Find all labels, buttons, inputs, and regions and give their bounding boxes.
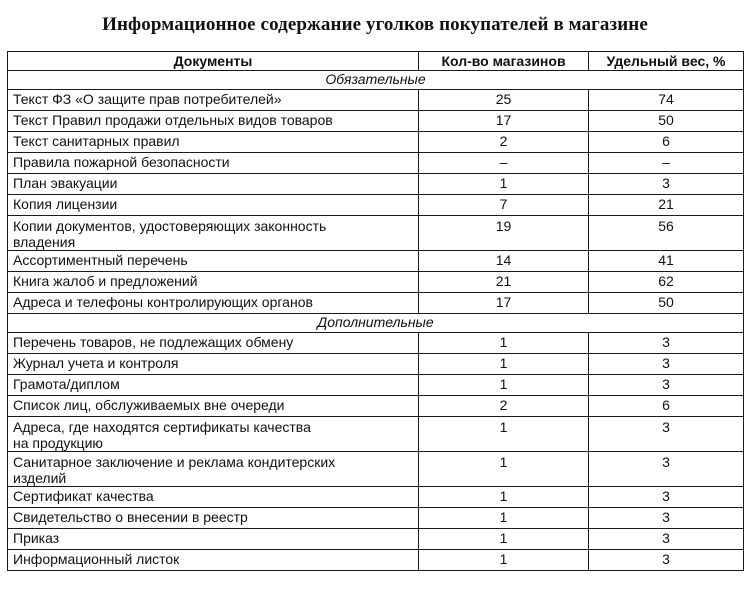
share-percent-cell: 3 <box>589 375 744 396</box>
share-percent-cell: 3 <box>589 550 744 571</box>
table-row <box>8 195 744 216</box>
store-count-cell: 1 <box>419 452 589 487</box>
store-count-cell: 17 <box>419 111 589 132</box>
column-header-store-count: Кол-во магазинов <box>419 52 589 71</box>
table-row <box>8 396 744 417</box>
share-percent-cell: 3 <box>589 417 744 452</box>
share-percent-cell: 50 <box>589 293 744 314</box>
store-count-cell: 14 <box>419 251 589 272</box>
share-percent-cell: 56 <box>589 216 744 251</box>
store-count-cell: 2 <box>419 132 589 153</box>
share-percent-cell: 74 <box>589 90 744 111</box>
document-name-cell: Правила пожарной безопасности <box>8 153 419 174</box>
table-row <box>8 508 744 529</box>
document-name-cell: Свидетельство о внесении в реестр <box>8 508 419 529</box>
table-row <box>8 417 744 452</box>
table-body <box>8 71 744 571</box>
share-percent-cell: 3 <box>589 529 744 550</box>
store-count-cell: 7 <box>419 195 589 216</box>
column-header-documents: Документы <box>8 52 419 71</box>
store-count-cell: 25 <box>419 90 589 111</box>
document-name-cell: Журнал учета и контроля <box>8 354 419 375</box>
document-name-cell: План эвакуации <box>8 174 419 195</box>
document-name-cell: Список лиц, обслуживаемых вне очереди <box>8 396 419 417</box>
store-count-cell: 1 <box>419 529 589 550</box>
table-row <box>8 333 744 354</box>
table-row <box>8 375 744 396</box>
document-name-cell: Адреса и телефоны контролирующих органов <box>8 293 419 314</box>
table-header <box>8 52 744 71</box>
share-percent-cell: 21 <box>589 195 744 216</box>
documents-table <box>7 51 744 571</box>
document-name-cell: Адреса, где находятся сертификаты качества на продукцию <box>8 417 419 452</box>
page-title: Информационное содержание уголков покупателей в магазине <box>102 14 648 35</box>
table-header-row <box>8 52 744 71</box>
share-percent-cell: 3 <box>589 174 744 195</box>
document-name-cell: Ассортиментный перечень <box>8 251 419 272</box>
table-row <box>8 111 744 132</box>
document-name-cell: Текст Правил продажи отдельных видов товаров <box>8 111 419 132</box>
share-percent-cell: 3 <box>589 508 744 529</box>
document-name-cell: Текст санитарных правил <box>8 132 419 153</box>
store-count-cell: 1 <box>419 375 589 396</box>
section-row <box>8 71 744 90</box>
table-row <box>8 487 744 508</box>
column-header-share-percent: Удельный вес, % <box>589 52 744 71</box>
table-row <box>8 529 744 550</box>
table-row <box>8 550 744 571</box>
document-name-cell: Перечень товаров, не подлежащих обмену <box>8 333 419 354</box>
store-count-cell: 17 <box>419 293 589 314</box>
store-count-cell: 1 <box>419 550 589 571</box>
store-count-cell: 2 <box>419 396 589 417</box>
store-count-cell: 1 <box>419 333 589 354</box>
share-percent-cell: 3 <box>589 452 744 487</box>
document-name-cell: Текст ФЗ «О защите прав потребителей» <box>8 90 419 111</box>
table-row <box>8 132 744 153</box>
store-count-cell: – <box>419 153 589 174</box>
document-name-cell: Приказ <box>8 529 419 550</box>
store-count-cell: 1 <box>419 508 589 529</box>
table-row <box>8 354 744 375</box>
share-percent-cell: 41 <box>589 251 744 272</box>
share-percent-cell: 3 <box>589 354 744 375</box>
store-count-cell: 19 <box>419 216 589 251</box>
section-label: Обязательные <box>8 71 744 90</box>
section-row <box>8 314 744 333</box>
share-percent-cell: 6 <box>589 132 744 153</box>
table-row <box>8 174 744 195</box>
document-name-cell: Сертификат качества <box>8 487 419 508</box>
document-name-cell: Копии документов, удостоверяющих законность владения <box>8 216 419 251</box>
table-row <box>8 293 744 314</box>
store-count-cell: 21 <box>419 272 589 293</box>
share-percent-cell: 3 <box>589 487 744 508</box>
section-label: Дополнительные <box>8 314 744 333</box>
document-name-cell: Копия лицензии <box>8 195 419 216</box>
document-name-cell: Грамота/диплом <box>8 375 419 396</box>
document-name-cell: Информационный листок <box>8 550 419 571</box>
table-row <box>8 251 744 272</box>
share-percent-cell: – <box>589 153 744 174</box>
store-count-cell: 1 <box>419 354 589 375</box>
table-row <box>8 90 744 111</box>
share-percent-cell: 6 <box>589 396 744 417</box>
table-row <box>8 452 744 487</box>
share-percent-cell: 62 <box>589 272 744 293</box>
share-percent-cell: 3 <box>589 333 744 354</box>
document-name-cell: Санитарное заключение и реклама кондитерских изделий <box>8 452 419 487</box>
store-count-cell: 1 <box>419 487 589 508</box>
table-row <box>8 153 744 174</box>
store-count-cell: 1 <box>419 417 589 452</box>
document-name-cell: Книга жалоб и предложений <box>8 272 419 293</box>
table-row <box>8 216 744 251</box>
store-count-cell: 1 <box>419 174 589 195</box>
share-percent-cell: 50 <box>589 111 744 132</box>
table-row <box>8 272 744 293</box>
